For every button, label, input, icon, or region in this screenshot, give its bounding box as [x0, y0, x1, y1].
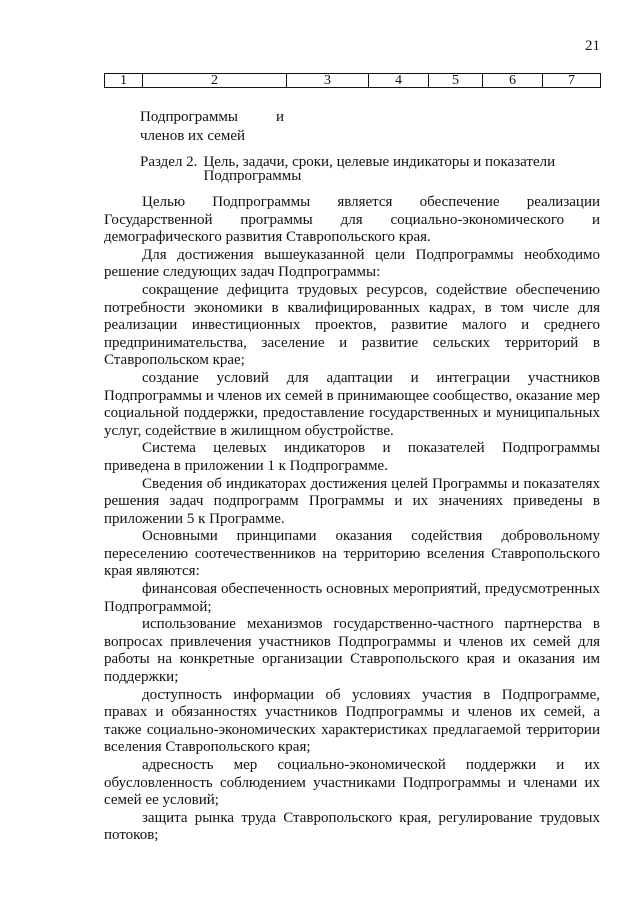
continuation-text: и — [275, 109, 284, 125]
paragraph: сокращение дефицита трудовых ресурсов, содействие обеспечению потребности экономики в квалифицированных кадрах, в том числе для реализации инвестиционных проектов, развитие малого и среднего предпринимательства, заселение и развитие сельских территорий в Ставропольском крае; — [104, 281, 600, 369]
continuation-line — [140, 108, 284, 127]
column-number-row — [105, 74, 601, 88]
column-number-cell: 3 — [287, 74, 369, 88]
column-number-cell: 2 — [143, 74, 287, 88]
paragraph: Сведения об индикаторах достижения целей Программы и показателях решения задач подпрограмм Программы и их значениях приведены в приложении 5 к Программе. — [104, 475, 600, 527]
continuation-text: Подпрограммы — [140, 109, 238, 125]
document-body — [104, 194, 600, 845]
section-title: Цель, задачи, сроки, целевые индикаторы и показатели Подпрограммы — [203, 154, 556, 184]
column-number-cell: 6 — [483, 74, 543, 88]
column-number-table — [104, 73, 601, 88]
paragraph: Система целевых индикаторов и показателей Подпрограммы приведена в приложении 1 к Подпрограмме. — [104, 440, 600, 474]
column-number-cell: 1 — [105, 74, 143, 88]
paragraph: создание условий для адаптации и интеграции участников Подпрограммы и членов их семей в принимающее сообщество, оказание мер социальной поддержки, предоставление государственных и муниципальных услуг, содействие в жилищном обустройстве. — [104, 369, 600, 439]
column-number-cell: 7 — [543, 74, 601, 88]
column-number-cell: 4 — [369, 74, 429, 88]
paragraph: адресность мер социально-экономической поддержки и их обусловленность соблюдением участниками Подпрограммы и членами их семей ее условий; — [104, 757, 600, 809]
page-number: 21 — [585, 38, 600, 54]
table-continuation — [140, 108, 284, 146]
column-number-cell: 5 — [429, 74, 483, 88]
section-label: Раздел 2. — [140, 154, 198, 170]
paragraph: финансовая обеспеченность основных мероприятий, предусмотренных Подпрограммой; — [104, 581, 600, 615]
paragraph: Для достижения вышеуказанной цели Подпрограммы необходимо решение следующих задач Подпрограммы: — [104, 246, 600, 281]
paragraph: доступность информации об условиях участия в Подпрограмме, правах и обязанностях участников Подпрограммы и членов их семей, а также социально-экономических характеристиках предлагаемой территории вселения Ставропольского края; — [104, 686, 600, 756]
paragraph: использование механизмов государственно-частного партнерства в вопросах привлечения участников Подпрограммы и членов их семей для работы на конкретные организации Ставропольского края и оказания им поддержки; — [104, 616, 600, 686]
paragraph: Целью Подпрограммы является обеспечение реализации Государственной программы для социально-экономического и демографического развития Ставропольского края. — [104, 194, 600, 246]
paragraph: Основными принципами оказания содействия добровольному переселению соотечественников на территорию вселения Ставропольского края являются: — [104, 528, 600, 580]
section-heading — [140, 155, 600, 183]
continuation-line: членов их семей — [140, 128, 245, 144]
paragraph: защита рынка труда Ставропольского края, регулирование трудовых потоков; — [104, 809, 600, 844]
